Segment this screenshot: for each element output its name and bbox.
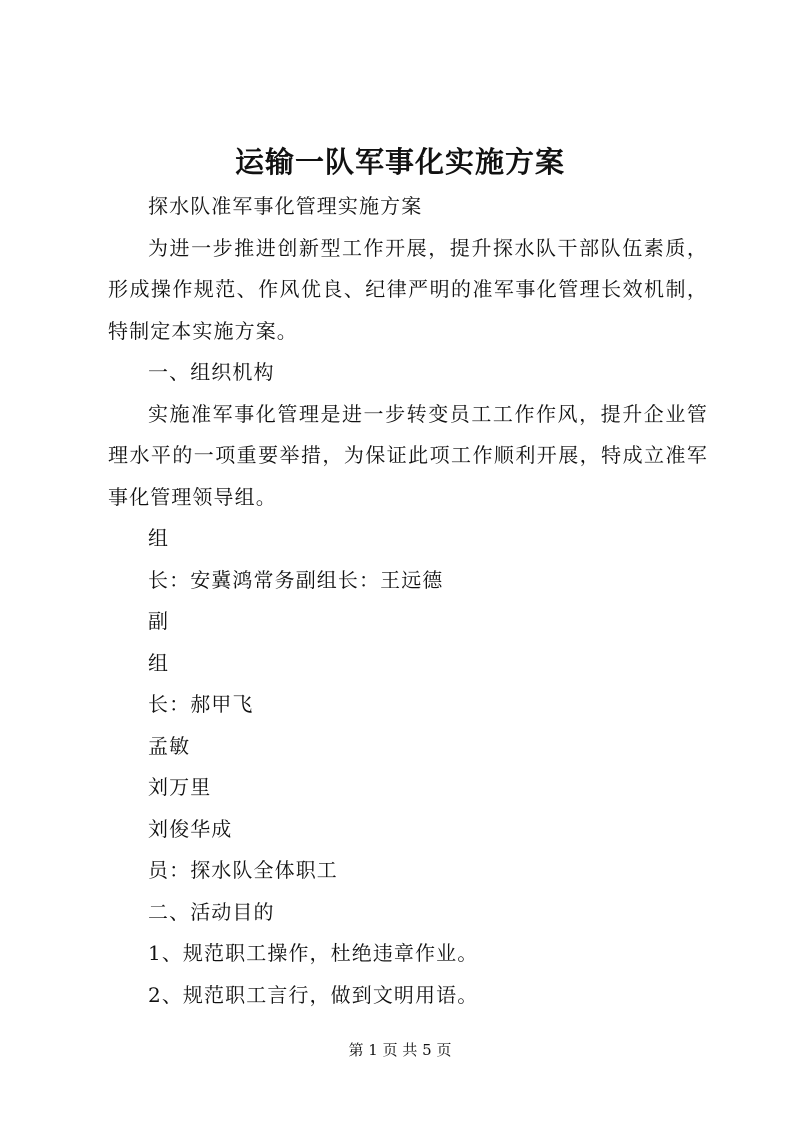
list-line: 刘俊华成 (148, 816, 233, 841)
organization-paragraph: 实施准军事化管理是进一步转变员工工作作风，提升企业管理水平的一项重要举措，为保证此项工作顺利开展，特成立准军事化管理领导组。 (108, 401, 708, 509)
list-line: 组 (148, 526, 170, 550)
list-line: 员：探水队全体职工 (148, 858, 338, 882)
document-title: 运输一队军事化实施方案 (234, 145, 565, 179)
list-line: 长：郝甲飞 (148, 692, 254, 716)
document-body (108, 186, 708, 1016)
page-footer (0, 1040, 800, 1060)
section-heading-purpose: 二、活动目的 (148, 899, 275, 924)
list-line: 孟敏 (148, 733, 191, 758)
subtitle-paragraph: 探水队准军事化管理实施方案 (148, 194, 423, 218)
purpose-item-1: 1、规范职工操作，杜绝违章作业。 (148, 941, 479, 965)
section-heading-organization: 一、组织机构 (148, 360, 275, 384)
purpose-item-2: 2、规范职工言行，做到文明用语。 (148, 982, 479, 1007)
intro-paragraph: 为进一步推进创新型工作开展，提升探水队干部队伍素质，形成操作规范、作风优良、纪律严明的准军事化管理长效机制，特制定本实施方案。 (108, 235, 708, 343)
list-line: 长：安冀鸿常务副组长：王远德 (148, 567, 444, 592)
list-line: 副 (148, 609, 170, 633)
page-number-label: 第 1 页 共 5 页 (348, 1041, 452, 1059)
list-line: 组 (148, 650, 170, 675)
list-line: 刘万里 (148, 775, 212, 799)
